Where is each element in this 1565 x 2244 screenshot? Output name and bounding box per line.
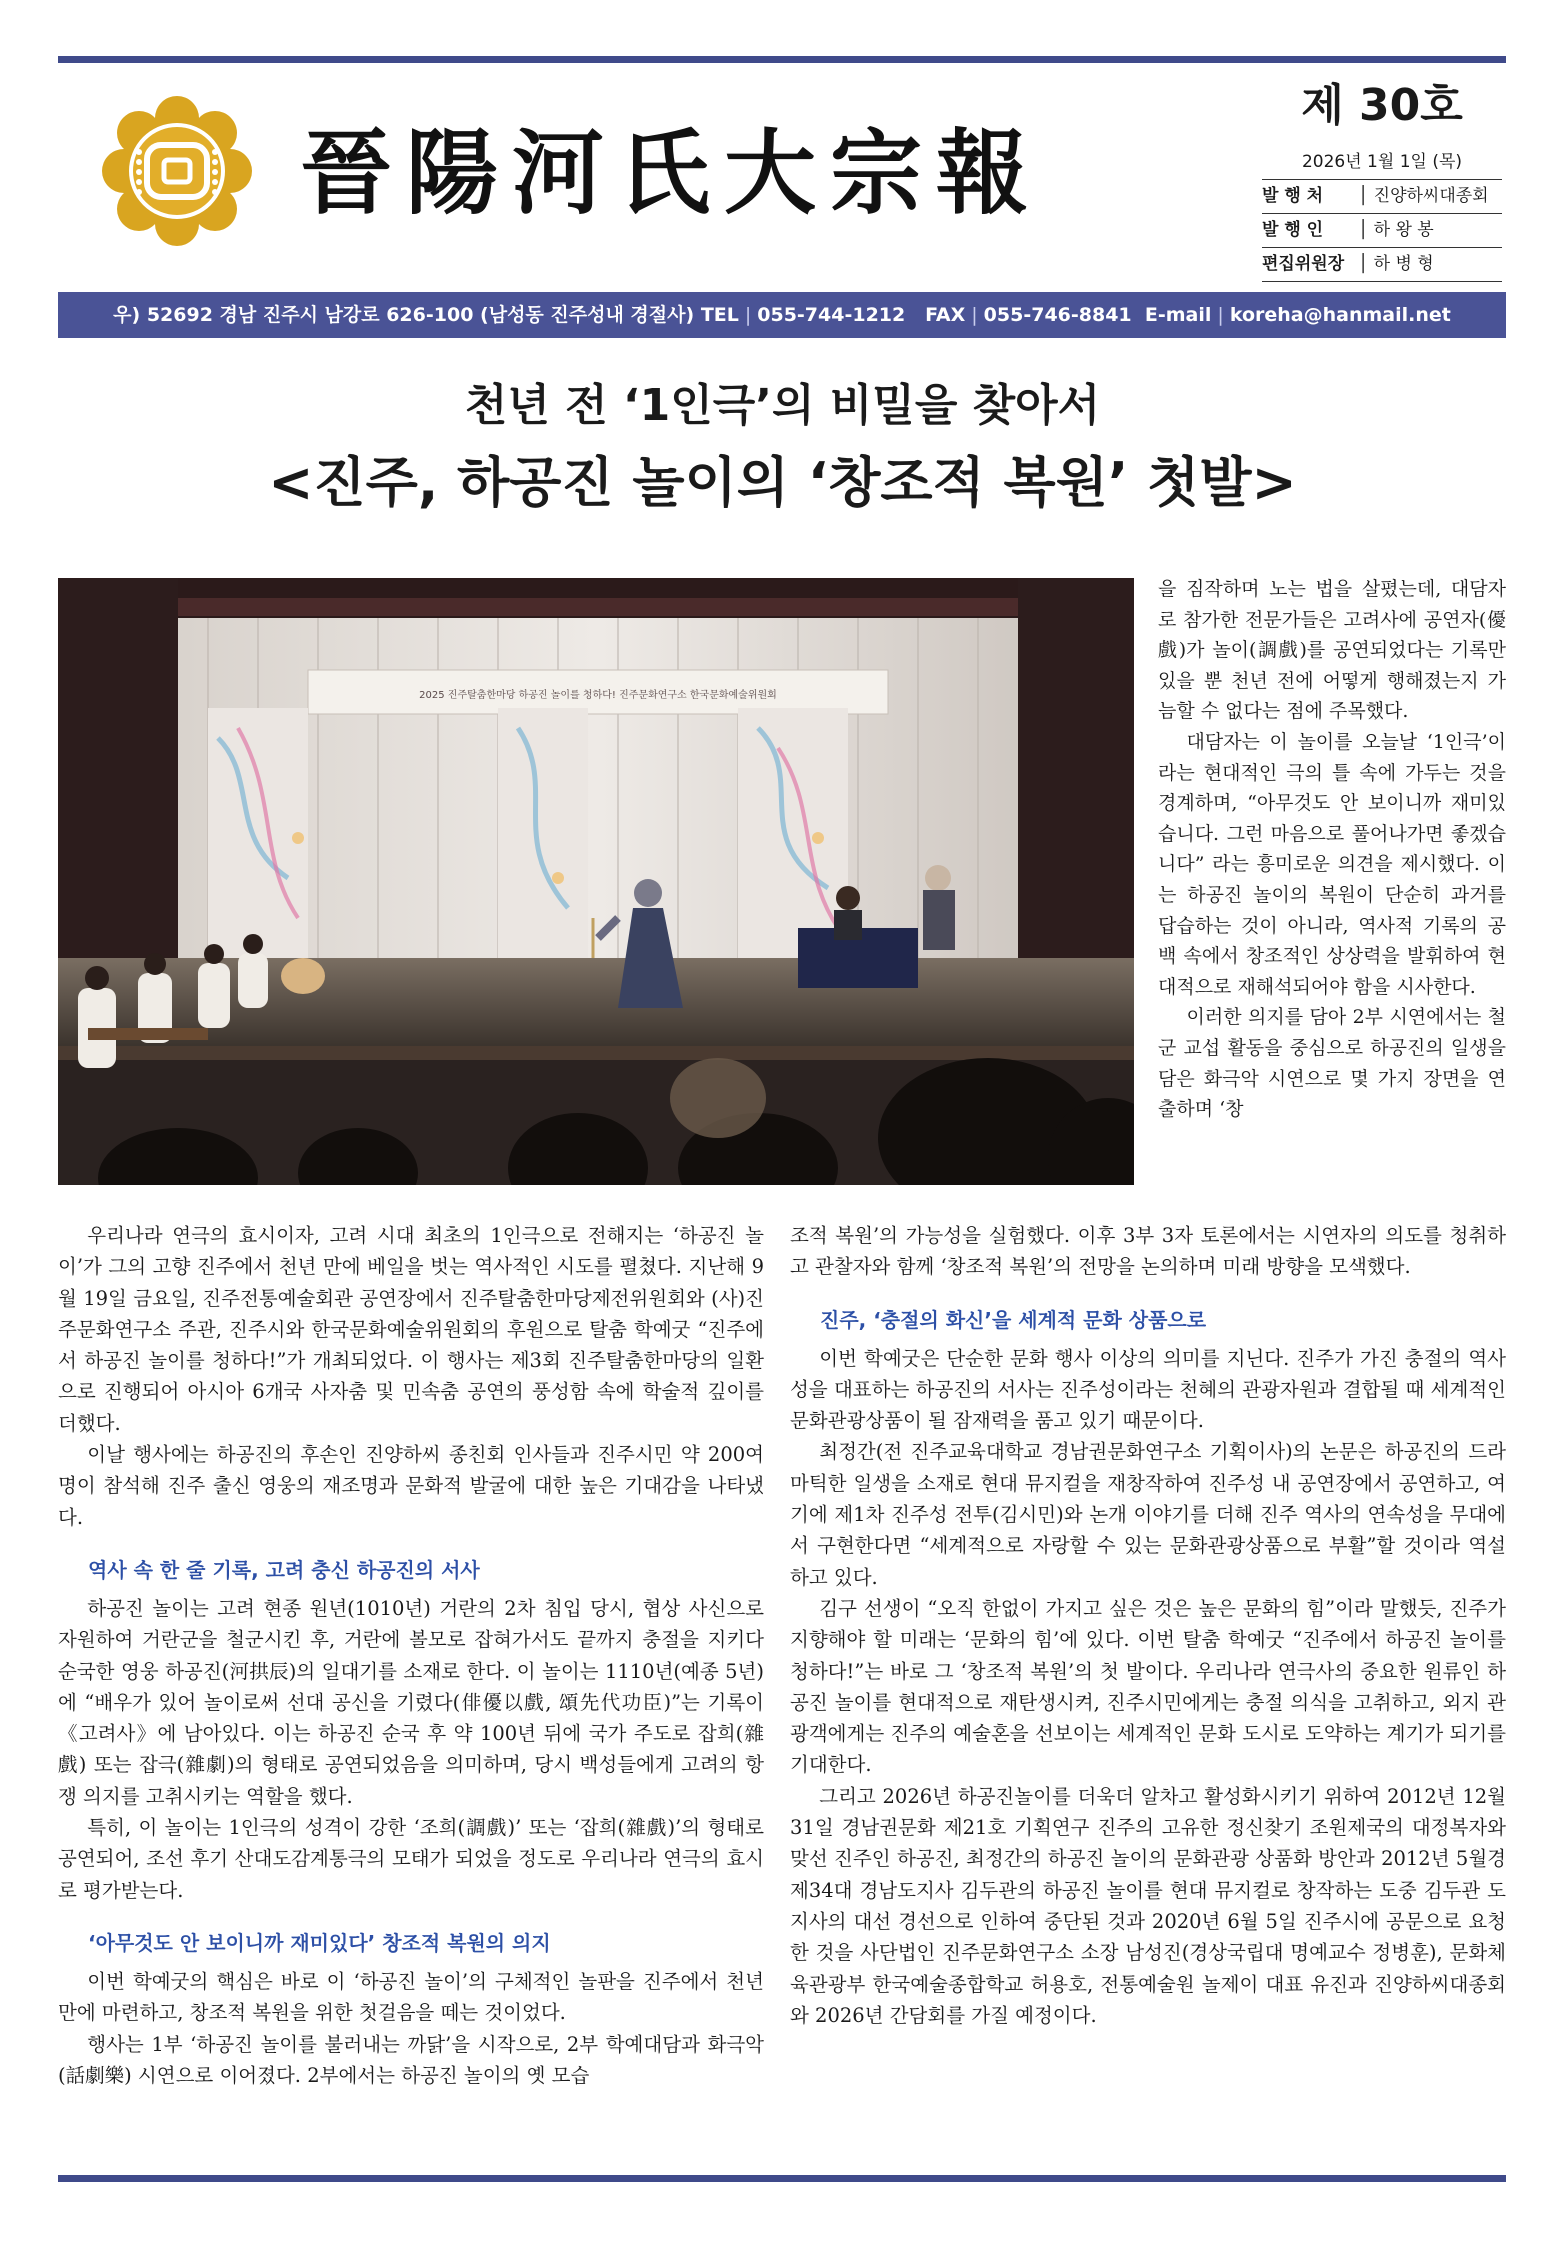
paragraph: 대담자는 이 놀이를 오늘날 ‘1인극’이라는 현대적인 극의 틀 속에 가두는 것을 경계하며, “아무것도 안 보이니까 재미있습니다. 그런 마음으로 풀어나가면 좋겠습니다” 라는 흥미로운 의견을 제시했다. 이는 하공진 놀이의 복원이 단순히 과거를 답습하는 것이 아니라, 역사적 기록의 공백 속에서 창조적인 상상력을 발휘하여 현대적으로 재해석되어야 함을 시사한다. [1158,730,1506,998]
bottom-rule [58,2175,1506,2182]
section-heading: 진주, ‘충절의 화신’을 세계적 문화 상품으로 [820,1307,1207,1332]
left-column [58,1220,764,2091]
clan-emblem-logo [98,92,256,250]
masthead-title: 晉陽河氏大宗報 [300,119,1043,227]
paragraph: 그리고 2026년 하공진놀이를 더욱더 알차고 활성화시키기 위하여 2012년 12월 31일 경남권문화 제21호 기획연구 진주의 고유한 정신찾기 조원제국의 대정복자와 맞선 진주인 하공진, 최정간의 하공진 놀이의 문화관광 상품화 방안과 2012년 5월경 제34대 경남도지사 김두관의 하공진 놀이를 현대 뮤지컬로 창작하는 도중 김두관 도지사의 대선 경선으로 인하여 중단된 것과 2020년 6월 5일 진주시에 공문으로 요청한 것을 사단법인 진주문화연구소 소장 남성진(경상국립대 명예교수 정병훈), 문화체육관광부 한국예술종합학교 허용호, 전통예술원 놀제이 대표 유진과 진양하씨대종회와 2026년 간담회를 가질 예정이다. [790,1784,1506,2027]
issue-date: 2026년 1월 1일 (목) [1301,152,1463,172]
info-label: 편집위원장 [1262,254,1345,274]
paragraph: 김구 선생이 “오직 한없이 가지고 싶은 것은 높은 문화의 힘”이라 말했듯, 진주가 지향해야 할 미래는 ‘문화의 힘’에 있다. 이번 탈춤 학예굿 “진주에서 하공진 놀이를 청하다!”는 바로 그 ‘창조적 복원’의 첫 발이다. 우리나라 연극사의 중요한 원류인 하공진 놀이를 현대적으로 재탄생시켜, 진주시민에게는 충절 의식을 고취하고, 외지 관광객에게는 진주의 예술혼을 선보이는 세계적인 문화 도시로 도약하는 계기가 되기를 기대한다. [790,1596,1506,1777]
fax-label: FAX [925,304,966,326]
paragraph: 이번 학예굿의 핵심은 바로 이 ‘하공진 놀이’의 구체적인 놀판을 진주에서 천년 만에 마련하고, 창조적 복원을 위한 첫걸음을 떼는 것이었다. [58,1969,764,2025]
fax-number: 055-746-8841 [983,304,1132,326]
paragraph: 우리나라 연극의 효시이자, 고려 시대 최초의 1인극으로 전해지는 ‘하공진 놀이’가 그의 고향 진주에서 천년 만에 베일을 벗는 역사적인 시도를 펼쳤다. 지난해 9월 19일 금요일, 진주전통예술회관 공연장에서 진주탈춤한마당제전위원회와 (사)진주문화연구소 주관, 진주시와 한국문화예술위원회의 후원으로 탈춤 학예굿 “진주에서 하공진 놀이를 청하다!”가 개최되었다. 이 행사는 제3회 진주탈춤한마당의 일환으로 진행되어 아시아 6개국 사자춤 및 민속춤 공연의 풍성함 속에 학술적 깊이를 더했다. [58,1224,765,1435]
tel-label: TEL [700,304,739,326]
paragraph: 을 짐작하며 노는 법을 살폈는데, 대담자로 참가한 전문가들은 고려사에 공연자(優戲)가 놀이(調戲)를 공연되었다는 기록만 있을 뿐 천년 전에 어떻게 행해졌는지 가늠할 수 없다는 점에 주목했다. [1158,578,1506,723]
paragraph: 이러한 의지를 담아 2부 시연에서는 철군 교섭 활동을 중심으로 하공진의 일생을 담은 화극악 시연으로 몇 가지 장면을 연출하며 ‘창 [1158,1006,1506,1121]
performance-photo [58,578,1134,1185]
publisher-row: 발 행 인 │ 하 왕 봉 [1262,213,1502,247]
stage-banner-text: 2025 진주탈춤한마당 하공진 놀이를 청하다! 진주문화연구소 한국문화예술위원회 [419,690,777,701]
info-value: 하 왕 봉 [1373,220,1434,240]
address-bar: 우) 52692 경남 진주시 남강로 626-100 (남성동 진주성내 경절사) TEL | 055-744-1212 FAX | 055-746-8841 E-mail | koreha@hanmail.net [58,292,1506,338]
side-column [1158,574,1506,1125]
email-label: E-mail [1144,304,1212,326]
paragraph: 조적 복원’의 가능성을 실험했다. 이후 3부 3자 토론에서는 시연자의 의도를 청취하고 관찰자와 함께 ‘창조적 복원’의 전망을 논의하며 미래 방향을 모색했다. [790,1224,1506,1279]
info-label: 발 행 인 [1262,220,1324,240]
top-rule [58,56,1506,63]
info-value: 진양하씨대종회 [1373,186,1489,206]
issue-info-box [1262,76,1502,282]
info-label: 발 행 처 [1262,186,1324,206]
section-heading: ‘아무것도 안 보이니까 재미있다’ 창조적 복원의 의지 [88,1930,551,1955]
section-heading: 역사 속 한 줄 기록, 고려 충신 하공진의 서사 [88,1557,480,1582]
paragraph: 이번 학예굿은 단순한 문화 행사 이상의 의미를 지닌다. 진주가 가진 충절의 역사성을 대표하는 하공진의 서사는 진주성이라는 천혜의 관광자원과 결합될 때 세계적인 문화관광상품이 될 잠재력을 품고 있기 때문이다. [790,1346,1506,1433]
paragraph: 최정간(전 진주교육대학교 경남권문화연구소 기획이사)의 논문은 하공진의 드라마틱한 일생을 소재로 현대 뮤지컬을 재창작하여 진주성 내 공연장에서 공연하고, 여기에 제1차 진주성 전투(김시민)와 논개 이야기를 더해 진주 역사의 연속성을 무대에서 구현한다면 “세계적으로 자랑할 수 있는 문화관광상품으로 부활”할 것이라 역설하고 있다. [790,1440,1506,1589]
postal-address: 우) 52692 경남 진주시 남강로 626-100 (남성동 진주성내 경절사) [113,304,695,326]
paragraph: 특히, 이 놀이는 1인극의 성격이 강한 ‘조희(調戲)’ 또는 ‘잡희(雜戲)’의 형태로 공연되어, 조선 후기 산대도감계통극의 모태가 되었을 정도로 우리나라 연극의 효시로 평가받는다. [58,1816,764,1902]
issue-number: 제 30호 [1301,80,1463,131]
info-value: 하 병 형 [1373,254,1434,274]
headline-subtitle: 천년 전 ‘1인극’의 비밀을 찾아서 [464,380,1101,431]
right-column [790,1220,1506,2031]
tel-number: 055-744-1212 [757,304,906,326]
publisher-org-row: 발 행 처 │ 진양하씨대종회 [1262,179,1502,213]
paragraph: 하공진 놀이는 고려 현종 원년(1010년) 거란의 2차 침입 당시, 협상 사신으로 자원하여 거란군을 철군시킨 후, 거란에 볼모로 잡혀가서도 끝까지 충절을 지키다 순국한 영웅 하공진(河拱辰)의 일대기를 소재로 한다. 이 놀이는 1110년(예종 5년)에 “배우가 있어 놀이로써 선대 공신을 기렸다(俳優以戲, 頌先代功臣)”는 기록이 《고려사》에 남아있다. 이는 하공진 순국 후 약 100년 뒤에 국가 주도로 잡희(雜戲) 또는 잡극(雜劇)의 형태로 공연되었음을 의미하며, 당시 백성들에게 고려의 항쟁 의지를 고취시키는 역할을 했다. [58,1596,764,1808]
editor-row: 편집위원장 │ 하 병 형 [1262,247,1502,282]
headline-title: <진주, 하공진 놀이의 ‘창조적 복원’ 첫발> [268,451,1297,514]
paragraph: 행사는 1부 ‘하공진 놀이를 불러내는 까닭’을 시작으로, 2부 학예대담과 화극악(話劇樂) 시연으로 이어졌다. 2부에서는 하공진 놀이의 옛 모습 [58,2032,764,2087]
paragraph: 이날 행사에는 하공진의 후손인 진양하씨 종친회 인사들과 진주시민 약 200여 명이 참석해 진주 출신 영웅의 재조명과 문화적 발굴에 대한 높은 기대감을 나타냈다. [58,1443,764,1529]
email-address[interactable]: koreha@hanmail.net [1229,304,1451,326]
